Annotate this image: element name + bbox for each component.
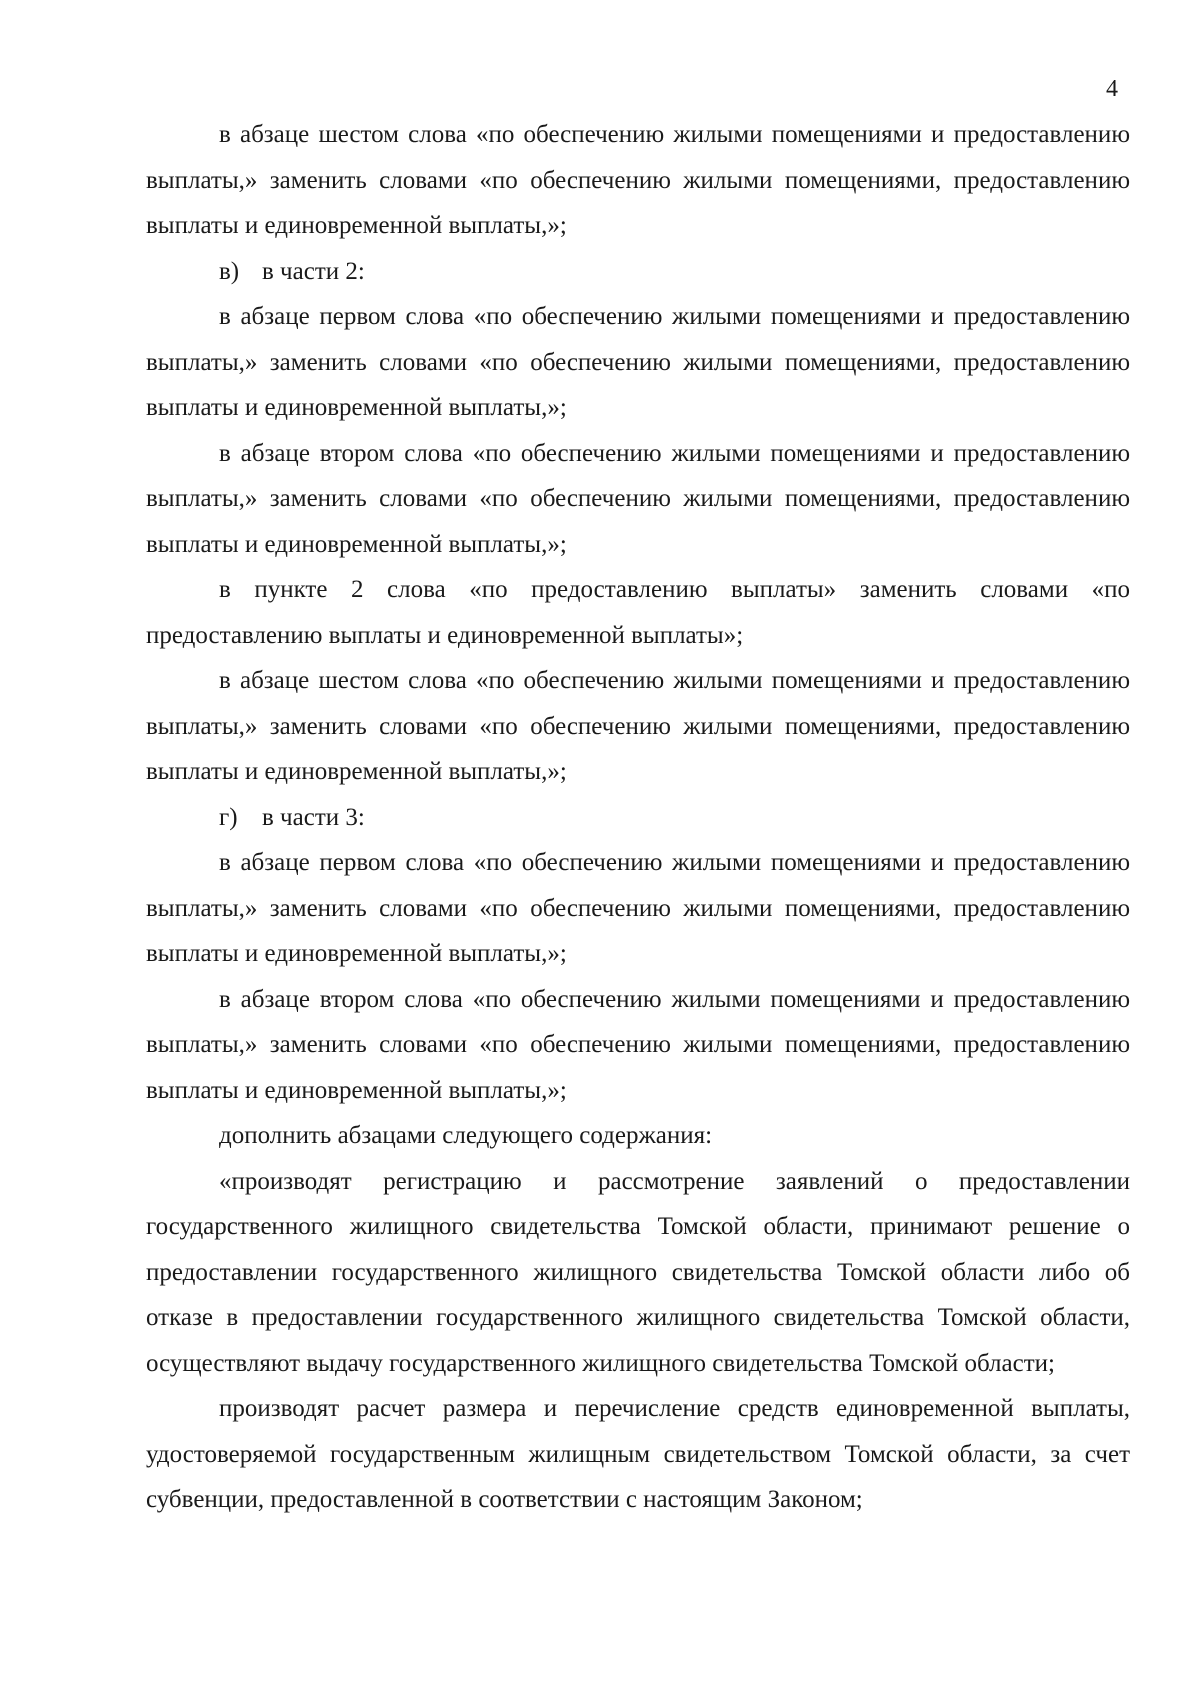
paragraph-abzats-pervyy-part2: [146, 294, 1130, 431]
list-item-text: в части 3:: [262, 803, 365, 831]
paragraph-abzats-shestoy-part2: [146, 658, 1130, 795]
paragraph-text: в абзаце шестом слова «по обеспечению жилыми помещениями и предоставлению выплаты,» заменить словами «по обеспечению жилыми помещениями, предоставлению выплаты и единовременной выплаты,»;: [146, 667, 1130, 785]
paragraph-punkt-2-part2: [146, 567, 1130, 658]
paragraph-proizvodyat-registratsiyu: [146, 1159, 1130, 1387]
paragraph-text: производят расчет размера и перечисление средств единовременной выплаты, удостоверяемой государственным жилищным свидетельством Томской области, за счет субвенции, предоставленной в соответствии с настоящим Законом;: [146, 1395, 1130, 1513]
list-item-g-chast-3: [146, 795, 1130, 841]
paragraph-text: в абзаце втором слова «по обеспечению жилыми помещениями и предоставлению выплаты,» заменить словами «по обеспечению жилыми помещениями, предоставлению выплаты и единовременной выплаты,»;: [146, 985, 1130, 1104]
document-body: [146, 112, 1130, 1523]
list-item-v-chast-2: [146, 249, 1130, 295]
paragraph-abzats-pervyy-part3: [146, 840, 1130, 977]
paragraph-text: в абзаце шестом слова «по обеспечению жилыми помещениями и предоставлению выплаты,» заменить словами «по обеспечению жилыми помещениями, предоставлению выплаты и единовременной выплаты,»;: [146, 121, 1130, 239]
paragraph-text: в пункте 2 слова «по предоставлению выплаты» заменить словами «по предоставлению выплаты и единовременной выплаты»;: [146, 576, 1130, 649]
paragraph-abzats-vtoroy-part3: [146, 977, 1130, 1114]
list-item-text: в части 2:: [262, 257, 365, 285]
paragraph-text: «производят регистрацию и рассмотрение заявлений о предоставлении государственного жилищного свидетельства Томской области, принимают решение о предоставлении государственного жилищного свидетельства Томской области либо об отказе в предоставлении государственного жилищного свидетельства Томской области, осуществляют выдачу государственного жилищного свидетельства Томской области;: [146, 1167, 1130, 1377]
list-marker: г): [219, 803, 238, 831]
paragraph-text: в абзаце первом слова «по обеспечению жилыми помещениями и предоставлению выплаты,» заменить словами «по обеспечению жилыми помещениями, предоставлению выплаты и единовременной выплаты,»;: [146, 303, 1130, 421]
paragraph-text: в абзаце первом слова «по обеспечению жилыми помещениями и предоставлению выплаты,» заменить словами «по обеспечению жилыми помещениями, предоставлению выплаты и единовременной выплаты,»;: [146, 849, 1130, 967]
paragraph-text: в абзаце втором слова «по обеспечению жилыми помещениями и предоставлению выплаты,» заменить словами «по обеспечению жилыми помещениями, предоставлению выплаты и единовременной выплаты,»;: [146, 439, 1130, 558]
page-number: 4: [1106, 76, 1118, 102]
paragraph-proizvodyat-raschet: [146, 1386, 1130, 1523]
paragraph-abzats-vtoroy-part2: [146, 431, 1130, 568]
paragraph-dopolnit-abzatsami: [146, 1113, 1130, 1159]
paragraph-text: дополнить абзацами следующего содержания:: [219, 1122, 713, 1149]
list-marker: в): [219, 257, 240, 285]
paragraph-abzats-shestoy-part1: [146, 112, 1130, 249]
